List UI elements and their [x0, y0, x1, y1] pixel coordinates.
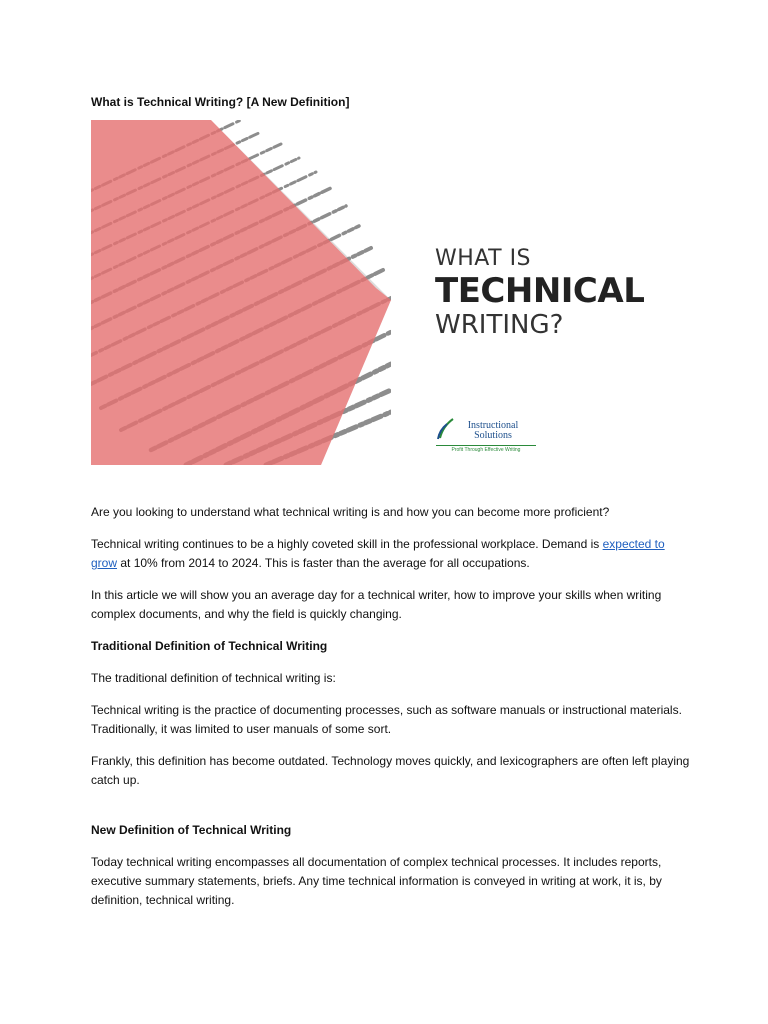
hero-image — [91, 120, 681, 465]
document-title: What is Technical Writing? [A New Definition] — [91, 95, 350, 109]
traditional-definition-paragraph: Technical writing is the practice of documenting processes, such as software manuals or instructional materials. Traditionally, it was limited to user manuals of some sort. — [91, 703, 682, 736]
intro-paragraph: Are you looking to understand what technical writing is and how you can become more proficient? — [91, 505, 610, 519]
hero-heading-line-3: WRITING? — [435, 310, 564, 340]
overview-paragraph: In this article we will show you an average day for a technical writer, how to improve your skills when writing complex documents, and why the field is quickly changing. — [91, 588, 662, 621]
new-definition-paragraph: Today technical writing encompasses all documentation of complex technical processes. It includes reports, executive summary statements, briefs. Any time technical information is conveyed in writing at work, it is, by definition, technical writing. — [91, 855, 662, 907]
article-body — [91, 503, 691, 910]
demand-paragraph — [91, 535, 691, 573]
dictionary-photo — [91, 120, 391, 465]
instructional-solutions-logo — [436, 416, 536, 458]
hero-heading-line-1: WHAT IS — [435, 246, 532, 271]
hero-heading-line-2: TECHNICAL — [435, 271, 645, 311]
logo-tagline: Profit Through Effective Writing — [436, 445, 536, 454]
logo-name — [450, 421, 536, 441]
new-definition-heading: New Definition of Technical Writing — [91, 823, 292, 837]
outdated-paragraph: Frankly, this definition has become outdated. Technology moves quickly, and lexicographers are often left playing catch up. — [91, 754, 690, 787]
logo-name-line-2: Solutions — [474, 430, 512, 441]
logo-name-line-1: Instructional — [467, 420, 519, 431]
demand-text-before: Technical writing continues to be a highly coveted skill in the professional workplace. Demand is — [91, 537, 603, 551]
traditional-lead-paragraph: The traditional definition of technical writing is: — [91, 671, 336, 685]
hero-heading — [435, 246, 681, 340]
traditional-definition-heading: Traditional Definition of Technical Writing — [91, 639, 328, 653]
demand-text-after: at 10% from 2014 to 2024. This is faster than the average for all occupations. — [117, 556, 530, 570]
expected-to-grow-link[interactable]: expected to grow — [91, 537, 665, 570]
